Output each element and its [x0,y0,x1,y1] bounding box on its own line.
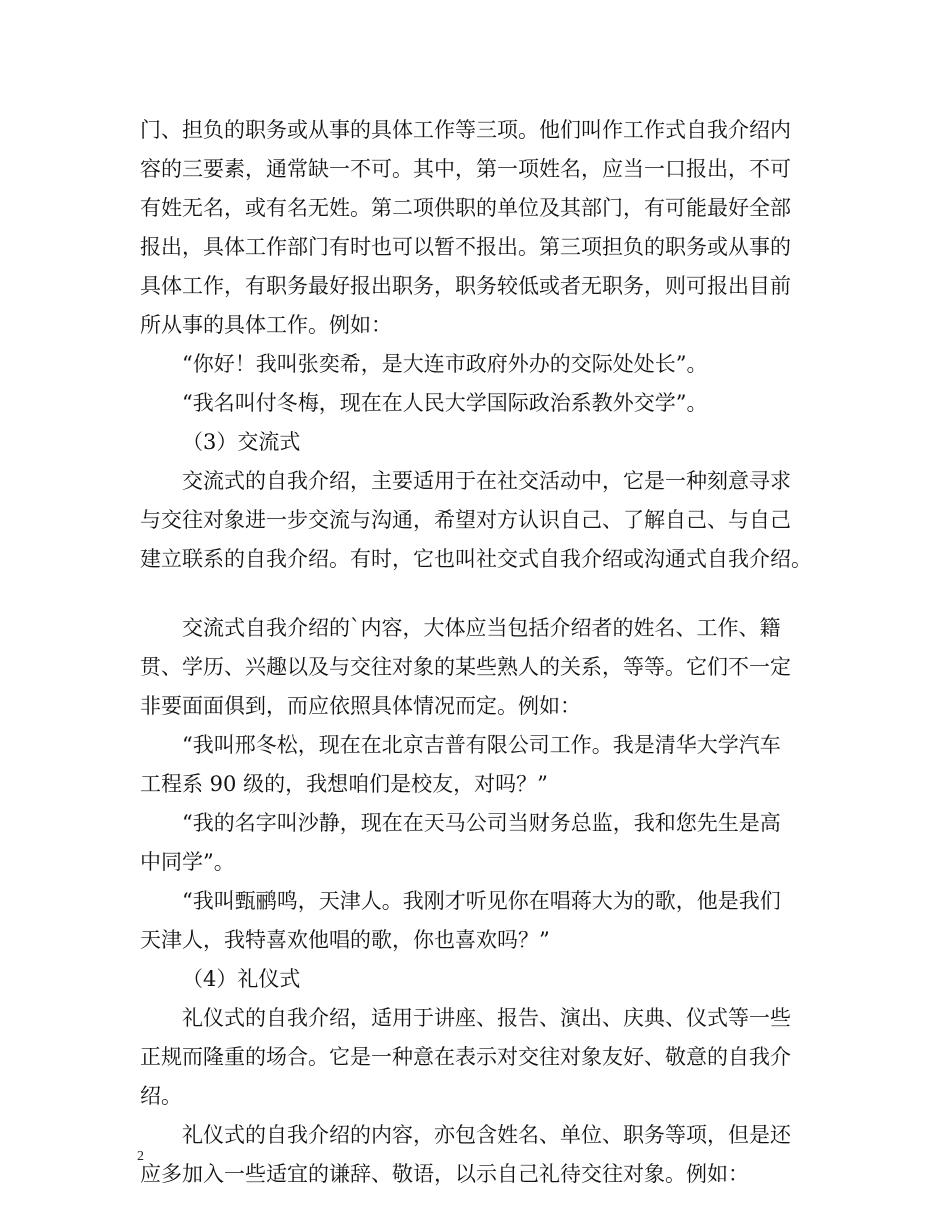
text-line: 建立联系的自我介绍。有时，它也叫社交式自我介绍或沟通式自我介绍。 [140,547,812,571]
text-line: “我叫甄鹂鸣，天津人。我刚才听见你在唱蒋大为的歌，他是我们 [182,889,781,913]
text-line: 所从事的具体工作。例如： [140,313,392,337]
paragraph-gap [140,579,820,609]
text-line: （3）交流式 [182,430,301,454]
text-line: 贯、学历、兴趣以及与交往对象的某些熟人的关系，等等。它们不一定 [140,655,791,679]
text-line: “我名叫付冬梅，现在在人民大学国际政治系教外交学”。 [182,391,708,415]
page-number: 2 [137,1149,144,1164]
text-line: 天津人，我特喜欢他唱的歌，你也喜欢吗？” [140,928,550,952]
text-line: 中同学”。 [140,850,235,874]
text-line: 门、担负的职务或从事的具体工作等三项。他们叫作工作式自我介绍内 [140,118,791,142]
body-text [140,111,820,1194]
text-line: 礼仪式的自我介绍，适用于讲座、报告、演出、庆典、仪式等一些 [182,1006,791,1030]
text-line: 与交往对象进一步交流与沟通，希望对方认识自己、了解自己、与自己 [140,508,791,532]
text-line: “我叫邢冬松，现在在北京吉普有限公司工作。我是清华大学汽车 [182,733,781,757]
text-line: 具体工作，有职务最好报出职务，职务较低或者无职务，则可报出目前 [140,274,791,298]
text-line: 礼仪式的自我介绍的内容，亦包含姓名、单位、职务等项，但是还 [182,1123,791,1147]
text-line: “你好！我叫张奕希，是大连市政府外办的交际处处长”。 [182,352,708,376]
text-line: 工程系 90 级的，我想咱们是校友，对吗？” [140,772,548,796]
text-line: 应多加入一些适宜的谦辞、敬语，以示自己礼待交往对象。例如： [140,1162,749,1186]
text-line: 正规而隆重的场合。它是一种意在表示对交往对象友好、敬意的自我介 [140,1045,791,1069]
text-line: 报出，具体工作部门有时也可以暂不报出。第三项担负的职务或从事的 [140,235,791,259]
text-line: 非要面面俱到，而应依照具体情况而定。例如： [140,694,581,718]
text-line: 绍。 [140,1084,182,1108]
text-line: 有姓无名，或有名无姓。第二项供职的单位及其部门，有可能最好全部 [140,196,791,220]
text-line: 交流式自我介绍的`内容，大体应当包括介绍者的姓名、工作、籍 [182,616,781,640]
text-line: 交流式的自我介绍，主要适用于在社交活动中，它是一种刻意寻求 [182,469,791,493]
text-line: 容的三要素，通常缺一不可。其中，第一项姓名，应当一口报出，不可 [140,157,791,181]
text-line: “我的名字叫沙静，现在在天马公司当财务总监，我和您先生是高 [182,811,781,835]
text-line: （4）礼仪式 [182,967,301,991]
